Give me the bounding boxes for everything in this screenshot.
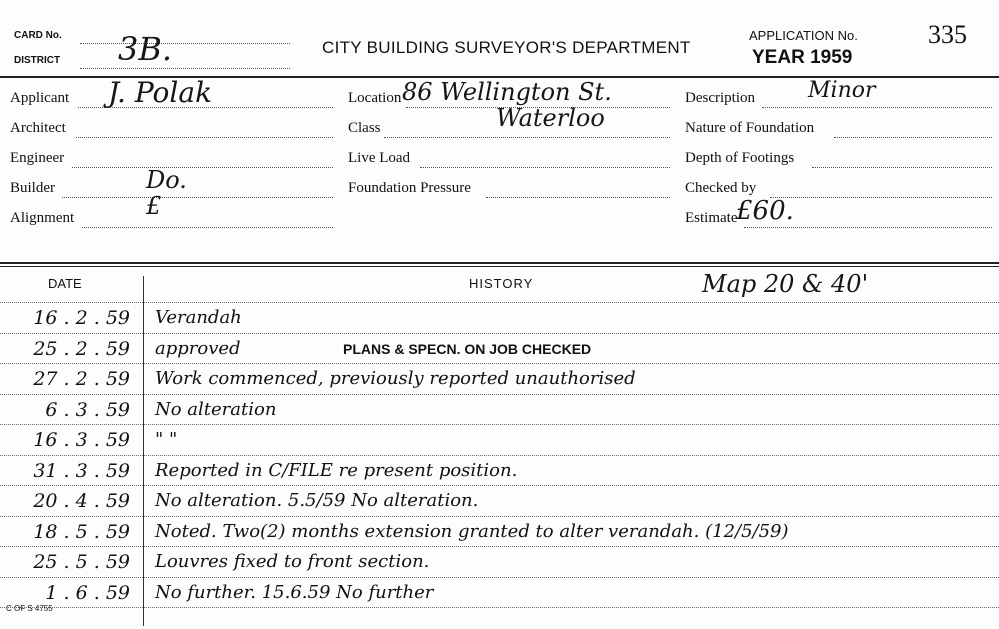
description-line <box>762 107 992 108</box>
description-value: Minor <box>808 78 876 103</box>
history-date: 16 . 2 . 59 <box>33 307 130 329</box>
district-value: 3B. <box>118 30 173 68</box>
history-entry: approved <box>155 337 241 359</box>
history-row-line <box>0 302 999 303</box>
nature-of-foundation-label: Nature of Foundation <box>685 120 815 136</box>
alignment-value: £ <box>146 192 162 220</box>
history-entry: No alteration. 5.5/59 No alteration. <box>155 490 479 511</box>
history-row-line <box>0 577 999 578</box>
district-label: DISTRICT <box>14 55 61 66</box>
history-header: HISTORY <box>469 276 534 291</box>
live-load-line <box>420 167 670 168</box>
history-row-line <box>0 424 999 425</box>
architect-label: Architect <box>10 120 66 136</box>
architect-line <box>76 137 333 138</box>
class-label: Class <box>348 120 381 136</box>
history-date: 20 . 4 . 59 <box>33 490 130 512</box>
history-entry: No further. 15.6.59 No further <box>155 581 434 603</box>
history-stamp: PLANS & SPECN. ON JOB CHECKED <box>343 340 592 357</box>
applicant-value: J. Polak <box>108 76 213 109</box>
depth-of-footings-line <box>812 167 992 168</box>
history-row-line <box>0 485 999 486</box>
history-date: 25 . 5 . 59 <box>33 551 130 573</box>
history-date: 31 . 3 . 59 <box>33 459 130 482</box>
checked-by-line <box>770 197 992 198</box>
history-top-rule-thin <box>0 266 999 267</box>
history-row-line <box>0 394 999 395</box>
live-load-label: Live Load <box>348 150 411 166</box>
date-column-divider <box>143 276 144 626</box>
application-number: 335 <box>928 20 967 49</box>
history-entry: Reported in C/FILE re present position. <box>155 459 518 481</box>
date-header: DATE <box>48 276 82 291</box>
foundation-pressure-line <box>486 197 670 198</box>
history-entry: Louvres fixed to front section. <box>155 551 430 572</box>
estimate-line <box>744 227 992 228</box>
engineer-label: Engineer <box>10 150 65 166</box>
history-date: 16 . 3 . 59 <box>33 429 130 451</box>
location-label: Location <box>348 90 402 106</box>
description-label: Description <box>685 90 755 106</box>
nature-of-foundation-line <box>834 137 992 138</box>
district-line <box>80 68 290 69</box>
history-row-line <box>0 333 999 334</box>
history-date: 27 . 2 . 59 <box>33 368 130 390</box>
foundation-pressure-label: Foundation Pressure <box>348 180 471 196</box>
history-row-line <box>0 607 999 608</box>
alignment-line <box>82 227 333 228</box>
card-no-line <box>80 43 290 44</box>
history-entry: " " <box>155 429 178 450</box>
builder-label: Builder <box>10 180 55 196</box>
builder-value: Do. <box>146 166 187 194</box>
checked-by-label: Checked by <box>685 180 757 196</box>
history-entry: Noted. Two(2) months extension granted to alter verandah. (12/5/59) <box>155 520 789 542</box>
builder-line <box>62 197 333 198</box>
engineer-line <box>72 167 333 168</box>
history-date: 25 . 2 . 59 <box>33 337 130 360</box>
estimate-value: £60. <box>736 196 794 226</box>
form-code: C OF S 4755 <box>6 604 53 613</box>
history-date: 18 . 5 . 59 <box>33 520 130 543</box>
year-label: YEAR 1959 <box>752 47 853 68</box>
estimate-label: Estimate <box>685 210 738 226</box>
card-no-label: CARD No. <box>14 30 62 41</box>
applicant-label: Applicant <box>10 90 70 106</box>
history-entry: Verandah <box>155 307 242 328</box>
history-date: 6 . 3 . 59 <box>45 398 130 421</box>
location-value-2: Waterloo <box>496 104 605 132</box>
depth-of-footings-label: Depth of Footings <box>685 150 795 166</box>
history-entry: Work commenced, previously reported unauthorised <box>155 368 636 389</box>
history-row-line <box>0 546 999 547</box>
alignment-label: Alignment <box>10 210 75 226</box>
history-date: 1 . 6 . 59 <box>45 581 130 604</box>
history-row-line <box>0 455 999 456</box>
history-entry: No alteration <box>155 398 277 420</box>
application-label: APPLICATION No. <box>749 28 858 43</box>
history-row-line <box>0 516 999 517</box>
history-top-rule <box>0 262 999 264</box>
history-row-line <box>0 363 999 364</box>
class-line <box>384 137 670 138</box>
department-title: CITY BUILDING SURVEYOR'S DEPARTMENT <box>322 38 691 57</box>
location-value: 86 Wellington St. <box>402 78 612 106</box>
map-note: Map 20 & 40' <box>702 270 869 298</box>
